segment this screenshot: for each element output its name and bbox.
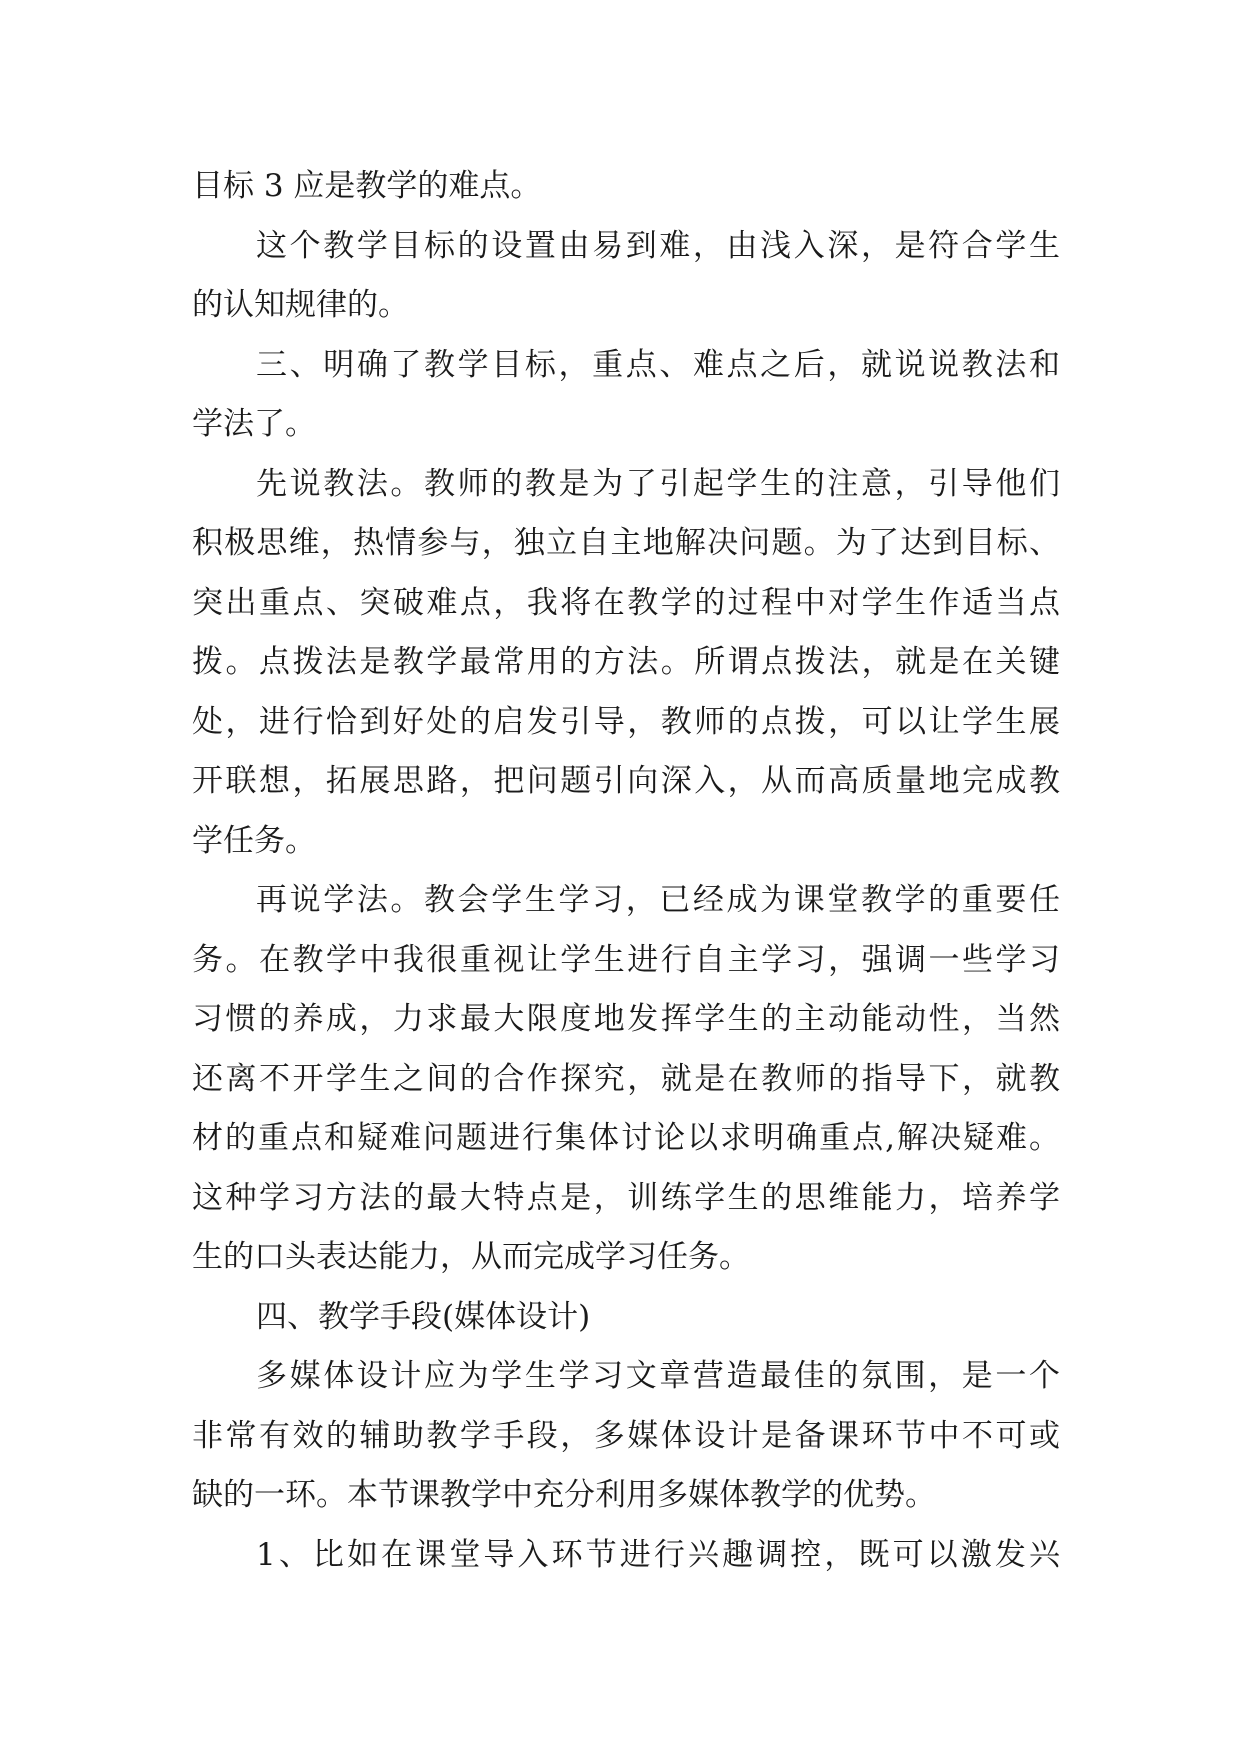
section-heading: 四、教学手段(媒体设计) [256,1299,591,1335]
text-line: 务。在教学中我很重视让学生进行自主学习，强调一些学习 [192,942,1060,978]
text-line: 多媒体设计应为学生学习文章营造最佳的氛围，是一个 [256,1358,1060,1394]
text-line: 目标 3 应是教学的难点。 [192,168,542,204]
text-line: 积极思维，热情参与，独立自主地解决问题。为了达到目标、 [192,525,1060,561]
text-line: 三、明确了教学目标，重点、难点之后，就说说教法和 [256,347,1060,383]
text-line: 缺的一环。本节课教学中充分利用多媒体教学的优势。 [192,1477,936,1513]
text-line: 拨。点拨法是教学最常用的方法。所谓点拨法，就是在关键 [192,644,1060,680]
text-line: 先说教法。教师的教是为了引起学生的注意，引导他们 [256,466,1060,502]
text-line: 习惯的养成，力求最大限度地发挥学生的主动能动性，当然 [192,1001,1060,1037]
text-line: 学任务。 [192,823,316,859]
text-line: 这个教学目标的设置由易到难，由浅入深，是符合学生 [256,228,1060,264]
text-line: 再说学法。教会学生学习，已经成为课堂教学的重要任 [256,882,1060,918]
text-line: 突出重点、突破难点，我将在教学的过程中对学生作适当点 [192,585,1060,621]
text-line: 的认知规律的。 [192,287,409,323]
text-line: 材的重点和疑难问题进行集体讨论以求明确重点,解决疑难。 [192,1120,1060,1156]
text-line: 处，进行恰到好处的启发引导，教师的点拨，可以让学生展 [192,704,1060,740]
text-line: 开联想，拓展思路，把问题引向深入，从而高质量地完成教 [192,763,1060,799]
text-line: 还离不开学生之间的合作探究，就是在教师的指导下，就教 [192,1061,1060,1097]
text-line: 1、比如在课堂导入环节进行兴趣调控，既可以激发兴 [256,1537,1060,1573]
text-line: 这种学习方法的最大特点是，训练学生的思维能力，培养学 [192,1180,1060,1216]
text-line: 学法了。 [192,406,316,442]
text-line: 生的口头表达能力，从而完成学习任务。 [192,1239,750,1275]
text-line: 非常有效的辅助教学手段，多媒体设计是备课环节中不可或 [192,1418,1060,1454]
